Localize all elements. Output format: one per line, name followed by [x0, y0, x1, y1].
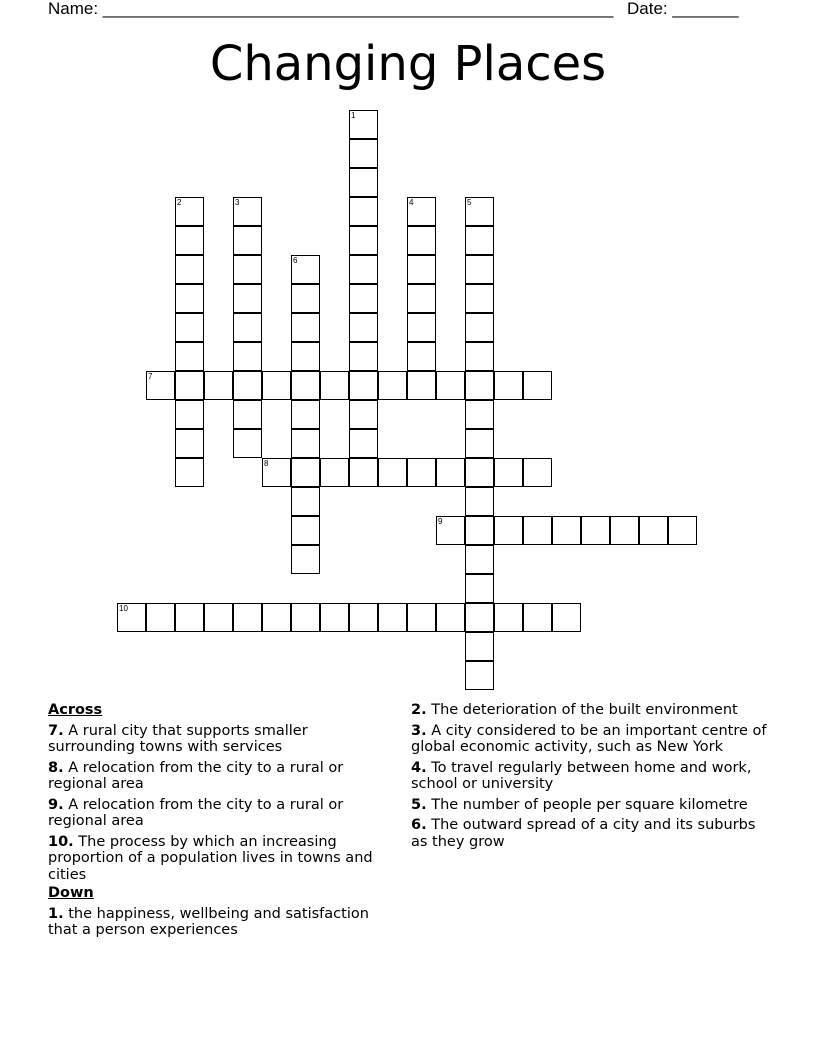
- grid-cell[interactable]: [523, 603, 552, 632]
- grid-cell[interactable]: [262, 458, 291, 487]
- grid-cell[interactable]: [320, 458, 349, 487]
- grid-cell[interactable]: [407, 371, 436, 400]
- grid-cell[interactable]: [291, 487, 320, 516]
- grid-cell[interactable]: [349, 342, 378, 371]
- grid-cell[interactable]: [291, 313, 320, 342]
- grid-cell[interactable]: [465, 313, 494, 342]
- grid-cell[interactable]: [494, 516, 523, 545]
- grid-cell[interactable]: [349, 458, 378, 487]
- grid-cell[interactable]: [233, 603, 262, 632]
- grid-cell[interactable]: [291, 603, 320, 632]
- grid-cell[interactable]: [233, 342, 262, 371]
- grid-cell[interactable]: [378, 371, 407, 400]
- grid-cell[interactable]: [436, 458, 465, 487]
- across-heading: Across: [48, 702, 103, 718]
- grid-cell[interactable]: [175, 400, 204, 429]
- grid-cell[interactable]: [349, 139, 378, 168]
- clue-number: 2: [177, 198, 182, 207]
- grid-cell[interactable]: [552, 516, 581, 545]
- grid-cell[interactable]: [552, 603, 581, 632]
- grid-cell[interactable]: [465, 400, 494, 429]
- grid-cell[interactable]: [175, 429, 204, 458]
- grid-cell[interactable]: [291, 429, 320, 458]
- grid-cell[interactable]: [175, 226, 204, 255]
- grid-cell[interactable]: [320, 371, 349, 400]
- grid-cell[interactable]: [465, 197, 494, 226]
- clue-number: 7: [148, 372, 153, 381]
- clue-across-7: 7. A rural city that supports smaller surrounding towns with services: [48, 722, 308, 755]
- grid-cell[interactable]: [523, 371, 552, 400]
- grid-cell[interactable]: [291, 284, 320, 313]
- grid-cell[interactable]: [175, 458, 204, 487]
- clue-down-2: 2. The deterioration of the built environment: [411, 702, 738, 718]
- grid-cell[interactable]: [407, 226, 436, 255]
- grid-cell[interactable]: [349, 197, 378, 226]
- grid-cell[interactable]: [175, 342, 204, 371]
- grid-cell[interactable]: [639, 516, 668, 545]
- grid-cell[interactable]: [175, 197, 204, 226]
- grid-cell[interactable]: [349, 603, 378, 632]
- grid-cell[interactable]: [117, 603, 146, 632]
- clue-number: 10: [119, 604, 128, 613]
- grid-cell[interactable]: [610, 516, 639, 545]
- clue-number: 5: [467, 198, 472, 207]
- clue-number: 4: [409, 198, 414, 207]
- grid-cell[interactable]: [291, 255, 320, 284]
- grid-cell[interactable]: [291, 400, 320, 429]
- grid-cell[interactable]: [291, 371, 320, 400]
- grid-cell[interactable]: [494, 603, 523, 632]
- grid-cell[interactable]: [668, 516, 697, 545]
- grid-cell[interactable]: [407, 603, 436, 632]
- grid-cell[interactable]: [175, 603, 204, 632]
- grid-cell[interactable]: [175, 255, 204, 284]
- grid-cell[interactable]: [465, 429, 494, 458]
- grid-cell[interactable]: [465, 458, 494, 487]
- clue-down-3: 3. A city considered to be an important centre of global economic activity, such as New York: [411, 722, 767, 755]
- grid-cell[interactable]: [175, 313, 204, 342]
- grid-cell[interactable]: [233, 226, 262, 255]
- clues-left-column: [48, 702, 398, 943]
- grid-cell[interactable]: [349, 400, 378, 429]
- clue-down-1: 1. the happiness, wellbeing and satisfaction that a person experiences: [48, 905, 369, 938]
- clue-number: 6: [293, 256, 298, 265]
- grid-cell[interactable]: [233, 313, 262, 342]
- grid-cell[interactable]: [349, 110, 378, 139]
- grid-cell[interactable]: [494, 371, 523, 400]
- grid-cell[interactable]: [233, 371, 262, 400]
- clue-across-8: 8. A relocation from the city to a rural or regional area: [48, 759, 344, 792]
- grid-cell[interactable]: [146, 603, 175, 632]
- grid-cell[interactable]: [581, 516, 610, 545]
- grid-cell[interactable]: [320, 603, 349, 632]
- grid-cell[interactable]: [233, 400, 262, 429]
- grid-cell[interactable]: [465, 487, 494, 516]
- clue-down-4: 4. To travel regularly between home and work, school or university: [411, 759, 752, 792]
- grid-cell[interactable]: [465, 516, 494, 545]
- page-title: Changing Places: [209, 36, 607, 92]
- clue-across-9: 9. A relocation from the city to a rural or regional area: [48, 796, 344, 829]
- grid-cell[interactable]: [349, 284, 378, 313]
- grid-cell[interactable]: [465, 255, 494, 284]
- grid-cell[interactable]: [233, 197, 262, 226]
- grid-cell[interactable]: [204, 371, 233, 400]
- grid-cell[interactable]: [465, 342, 494, 371]
- grid-cell[interactable]: [233, 255, 262, 284]
- grid-cell[interactable]: [465, 632, 494, 661]
- grid-cell[interactable]: [291, 545, 320, 574]
- clue-number: 3: [235, 198, 240, 207]
- grid-cell[interactable]: [436, 603, 465, 632]
- grid-cell[interactable]: [262, 371, 291, 400]
- name-field: Name: ______________________________________________________: [48, 0, 614, 18]
- grid-cell[interactable]: [465, 226, 494, 255]
- clue-down-5: 5. The number of people per square kilometre: [411, 796, 748, 813]
- grid-cell[interactable]: [523, 458, 552, 487]
- grid-cell[interactable]: [523, 516, 552, 545]
- grid-cell[interactable]: [349, 168, 378, 197]
- grid-cell[interactable]: [349, 429, 378, 458]
- grid-cell[interactable]: [378, 603, 407, 632]
- clues-right-column: [411, 702, 771, 854]
- grid-cell[interactable]: [407, 197, 436, 226]
- grid-cell[interactable]: [465, 545, 494, 574]
- grid-cell[interactable]: [262, 603, 291, 632]
- grid-cell[interactable]: [465, 603, 494, 632]
- grid-cell[interactable]: [436, 371, 465, 400]
- grid-cell[interactable]: [349, 313, 378, 342]
- clue-down-6: 6. The outward spread of a city and its suburbs as they grow: [411, 817, 756, 850]
- clue-number: 8: [264, 459, 269, 468]
- grid-cell[interactable]: [291, 516, 320, 545]
- grid-cell[interactable]: [233, 284, 262, 313]
- clue-across-10: 10. The process by which an increasing proportion of a population lives in towns and cities: [48, 833, 373, 883]
- grid-cell[interactable]: [349, 226, 378, 255]
- grid-cell[interactable]: [291, 342, 320, 371]
- grid-cell[interactable]: [465, 661, 494, 690]
- grid-cell[interactable]: [204, 603, 233, 632]
- grid-cell[interactable]: [378, 458, 407, 487]
- grid-cell[interactable]: [465, 574, 494, 603]
- clue-number: 9: [438, 517, 443, 526]
- grid-cell[interactable]: [175, 284, 204, 313]
- grid-cell[interactable]: [407, 342, 436, 371]
- grid-cell[interactable]: [465, 371, 494, 400]
- grid-cell[interactable]: [146, 371, 175, 400]
- down-heading: Down: [48, 885, 94, 901]
- grid-cell[interactable]: [494, 458, 523, 487]
- grid-cell[interactable]: [349, 255, 378, 284]
- grid-cell[interactable]: [175, 371, 204, 400]
- grid-cell[interactable]: [407, 284, 436, 313]
- date-field: Date: _______: [627, 0, 739, 18]
- grid-cell[interactable]: [436, 516, 465, 545]
- grid-cell[interactable]: [407, 313, 436, 342]
- grid-cell[interactable]: [233, 429, 262, 458]
- grid-cell[interactable]: [407, 458, 436, 487]
- grid-cell[interactable]: [465, 284, 494, 313]
- grid-cell[interactable]: [291, 458, 320, 487]
- grid-cell[interactable]: [407, 255, 436, 284]
- grid-cell[interactable]: [349, 371, 378, 400]
- clue-number: 1: [351, 111, 356, 120]
